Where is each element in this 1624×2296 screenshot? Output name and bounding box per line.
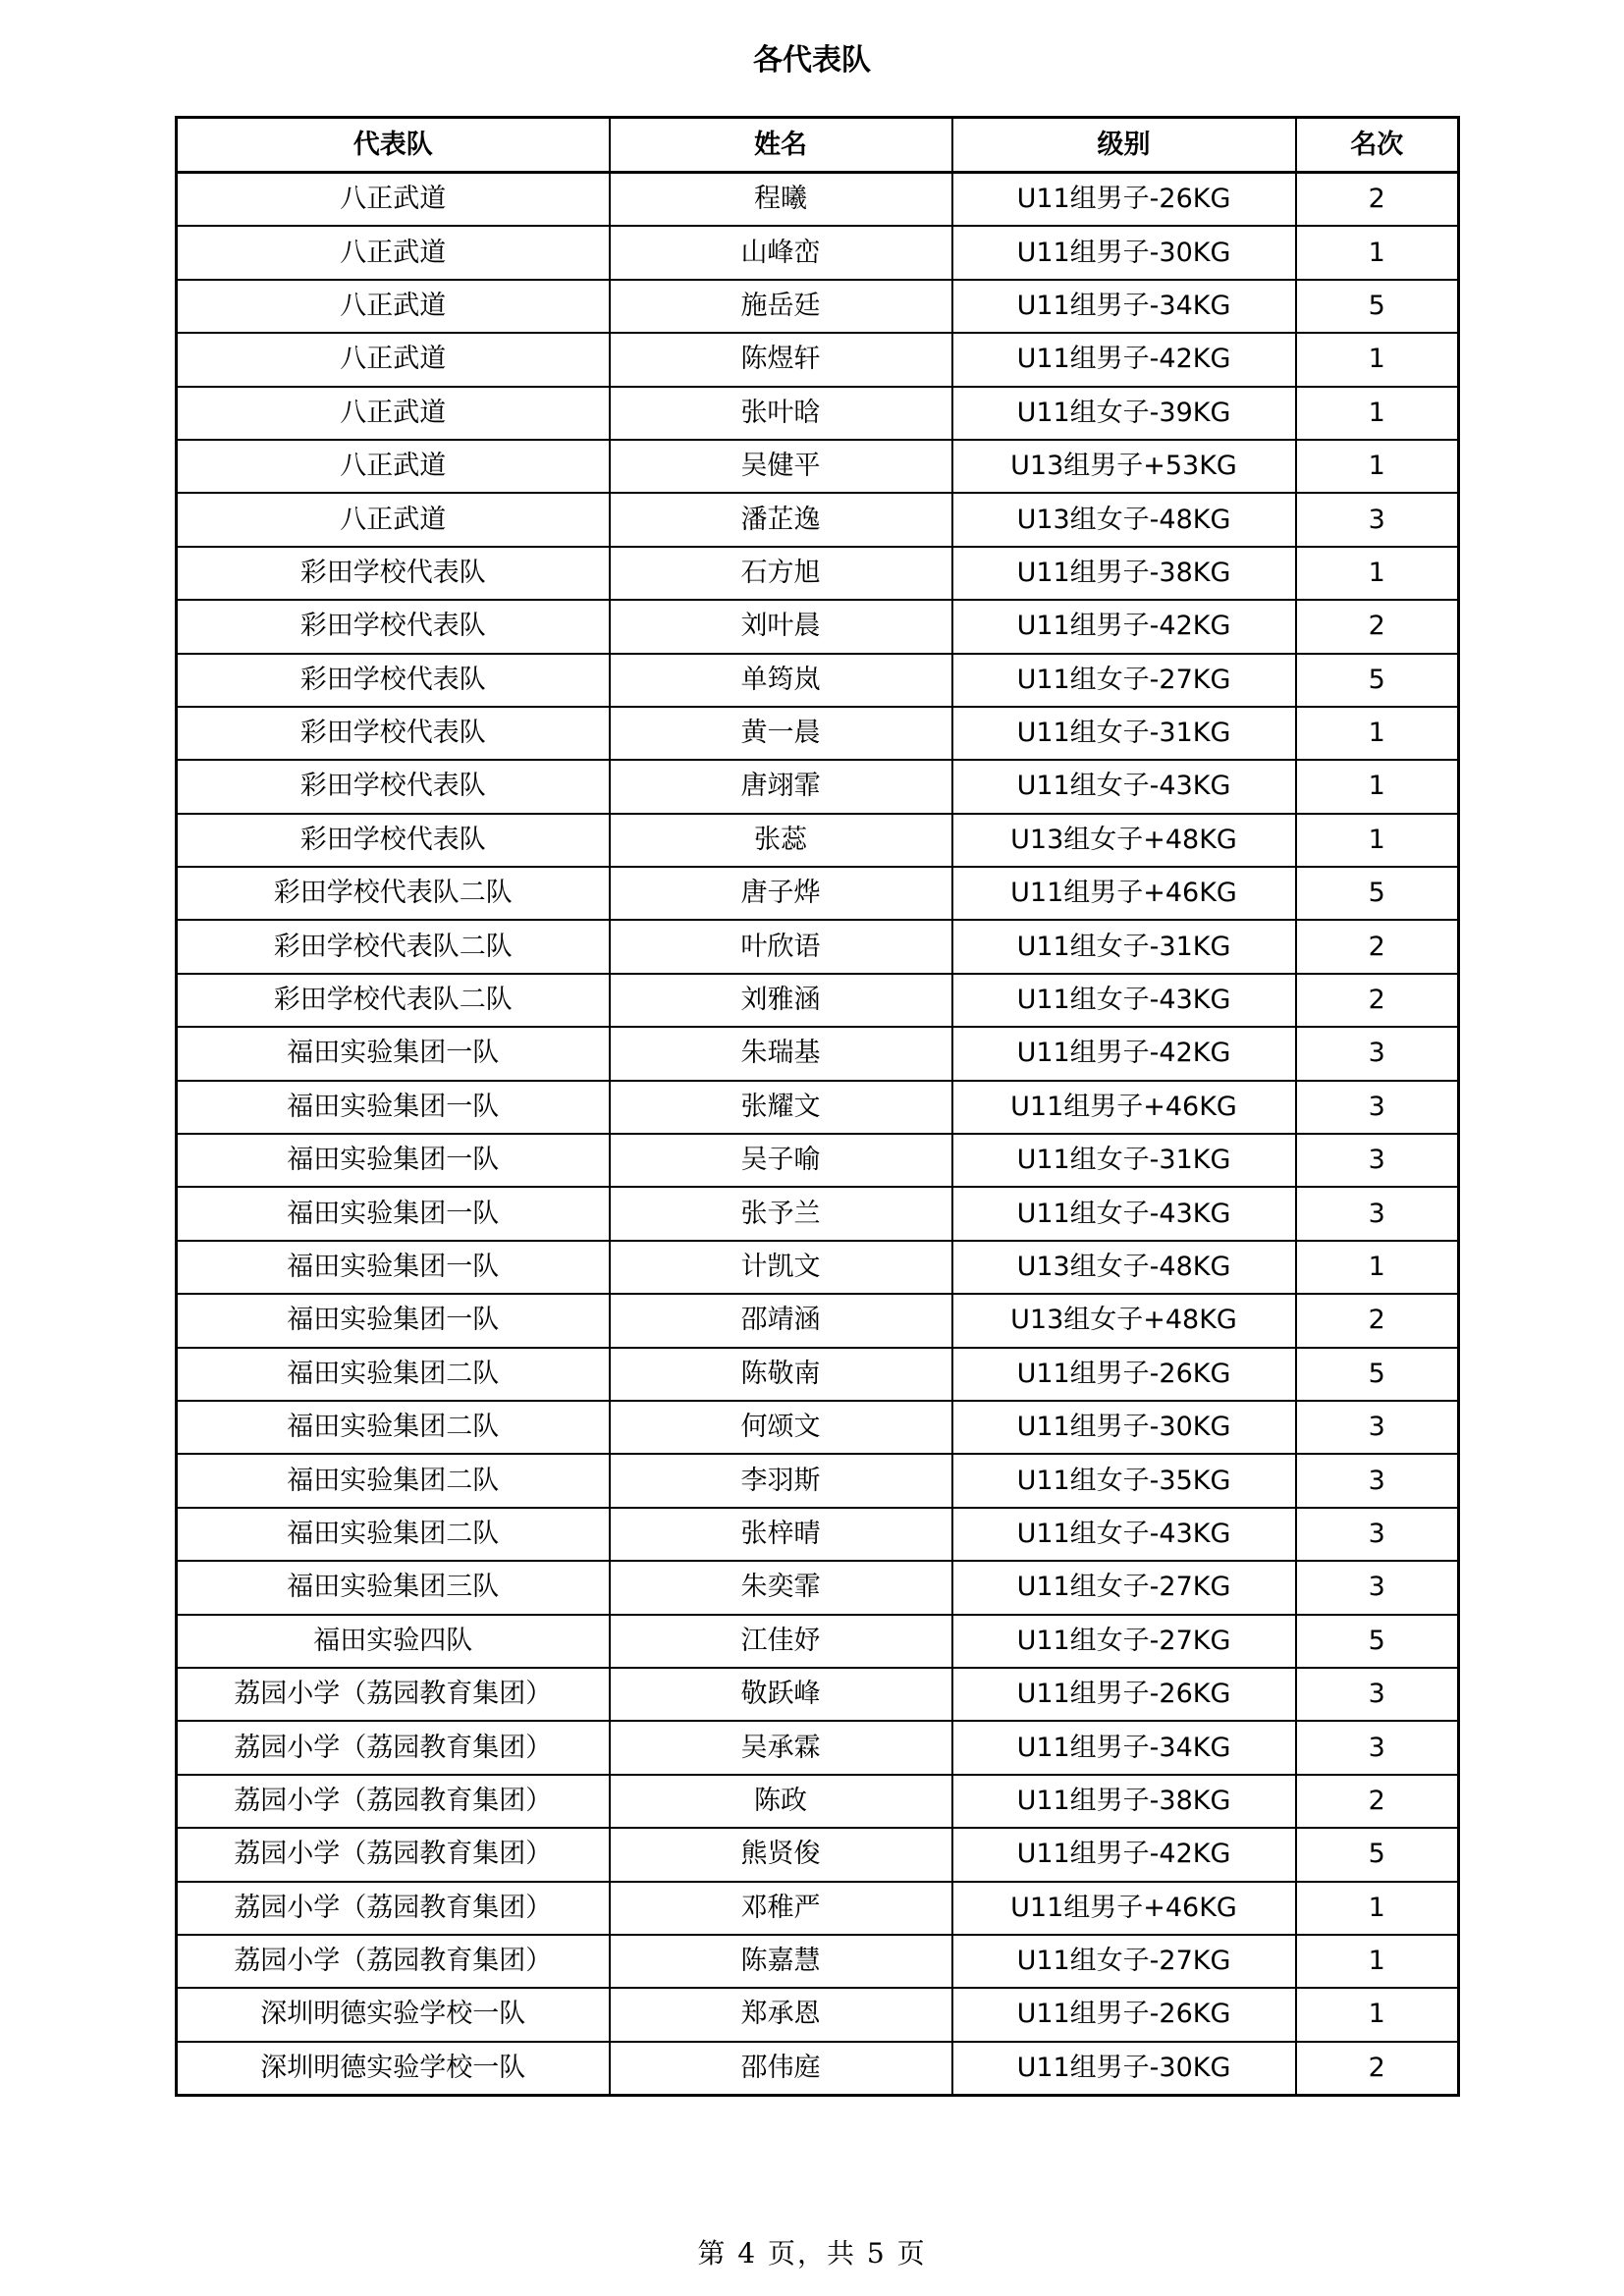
cell-level: U11组女子-27KG [952,1935,1296,1988]
table-row [177,1615,1459,1668]
table-row [177,1187,1459,1240]
cell-name: 邵伟庭 [610,2042,952,2096]
cell-rank: 5 [1296,280,1459,333]
cell-level: U11组女子-43KG [952,760,1296,813]
cell-level: U11组女子-43KG [952,1508,1296,1561]
cell-rank: 3 [1296,1561,1459,1614]
cell-level: U11组女子-31KG [952,920,1296,973]
cell-team: 福田实验集团一队 [177,1187,610,1240]
cell-level: U13组男子+53KG [952,440,1296,493]
cell-rank: 1 [1296,1935,1459,1988]
cell-level: U11组男子-30KG [952,1401,1296,1454]
table-row [177,1348,1459,1401]
cell-team: 荔园小学（荔园教育集团） [177,1775,610,1828]
cell-rank: 1 [1296,1988,1459,2041]
cell-rank: 2 [1296,974,1459,1027]
table-row [177,2042,1459,2096]
table-row [177,333,1459,386]
cell-team: 荔园小学（荔园教育集团） [177,1882,610,1935]
header-level: 级别 [952,118,1296,173]
cell-name: 唐翊霏 [610,760,952,813]
cell-name: 陈政 [610,1775,952,1828]
table-row [177,547,1459,600]
cell-name: 张耀文 [610,1081,952,1134]
cell-level: U13组女子+48KG [952,1294,1296,1347]
cell-rank: 1 [1296,387,1459,440]
cell-team: 福田实验四队 [177,1615,610,1668]
table-row [177,600,1459,653]
cell-name: 张叶晗 [610,387,952,440]
cell-level: U11组男子-26KG [952,1988,1296,2041]
table-row [177,1988,1459,2041]
cell-name: 唐子烨 [610,867,952,920]
cell-rank: 5 [1296,654,1459,707]
table-row [177,1027,1459,1080]
cell-name: 计凯文 [610,1241,952,1294]
cell-name: 江佳妤 [610,1615,952,1668]
table-row [177,974,1459,1027]
table-row [177,173,1459,227]
cell-team: 彩田学校代表队 [177,600,610,653]
cell-name: 黄一晨 [610,707,952,760]
cell-level: U11组男子-38KG [952,1775,1296,1828]
cell-name: 刘雅涵 [610,974,952,1027]
cell-level: U11组男子-38KG [952,547,1296,600]
cell-rank: 2 [1296,173,1459,227]
cell-rank: 3 [1296,1081,1459,1134]
cell-team: 福田实验集团二队 [177,1401,610,1454]
cell-team: 彩田学校代表队 [177,707,610,760]
cell-rank: 5 [1296,1615,1459,1668]
table-row [177,1561,1459,1614]
cell-team: 彩田学校代表队 [177,760,610,813]
table-row [177,1401,1459,1454]
cell-rank: 1 [1296,707,1459,760]
table-row [177,387,1459,440]
cell-rank: 3 [1296,1134,1459,1187]
cell-level: U11组女子-43KG [952,1187,1296,1240]
cell-name: 潘芷逸 [610,493,952,546]
cell-name: 张予兰 [610,1187,952,1240]
table-row [177,226,1459,279]
cell-rank: 1 [1296,226,1459,279]
cell-level: U11组女子-39KG [952,387,1296,440]
cell-team: 彩田学校代表队 [177,547,610,600]
cell-level: U11组男子-30KG [952,226,1296,279]
cell-level: U11组男子-26KG [952,1348,1296,1401]
page-footer: 第 4 页，共 5 页 [697,2237,927,2269]
table-row [177,1721,1459,1774]
cell-team: 八正武道 [177,387,610,440]
cell-team: 福田实验集团一队 [177,1081,610,1134]
cell-team: 福田实验集团二队 [177,1454,610,1507]
cell-level: U11组男子-42KG [952,333,1296,386]
cell-name: 郑承恩 [610,1988,952,2041]
cell-team: 八正武道 [177,493,610,546]
table-row [177,1935,1459,1988]
table-body [177,173,1459,2096]
cell-level: U11组男子-26KG [952,1668,1296,1721]
cell-team: 深圳明德实验学校一队 [177,1988,610,2041]
cell-level: U11组男子-34KG [952,1721,1296,1774]
cell-rank: 3 [1296,1721,1459,1774]
table-row [177,1828,1459,1881]
cell-name: 李羽斯 [610,1454,952,1507]
table-row [177,707,1459,760]
cell-team: 八正武道 [177,440,610,493]
cell-level: U11组男子+46KG [952,867,1296,920]
cell-name: 吴承霖 [610,1721,952,1774]
cell-team: 八正武道 [177,333,610,386]
cell-name: 刘叶晨 [610,600,952,653]
cell-level: U11组女子-35KG [952,1454,1296,1507]
cell-team: 荔园小学（荔园教育集团） [177,1935,610,1988]
table-row [177,1454,1459,1507]
cell-level: U13组女子-48KG [952,493,1296,546]
cell-name: 陈煜轩 [610,333,952,386]
cell-team: 福田实验集团一队 [177,1241,610,1294]
cell-rank: 1 [1296,1241,1459,1294]
page-title: 各代表队 [753,43,871,78]
cell-name: 敬跃峰 [610,1668,952,1721]
table-row [177,1508,1459,1561]
cell-team: 八正武道 [177,226,610,279]
cell-rank: 1 [1296,333,1459,386]
cell-team: 福田实验集团二队 [177,1348,610,1401]
cell-name: 陈嘉慧 [610,1935,952,1988]
cell-level: U11组男子-42KG [952,1027,1296,1080]
cell-level: U11组男子-30KG [952,2042,1296,2096]
cell-name: 山峰峦 [610,226,952,279]
cell-level: U11组男子+46KG [952,1882,1296,1935]
cell-team: 彩田学校代表队二队 [177,974,610,1027]
cell-level: U11组女子-27KG [952,1615,1296,1668]
table-row [177,1882,1459,1935]
cell-team: 荔园小学（荔园教育集团） [177,1721,610,1774]
cell-rank: 2 [1296,2042,1459,2096]
table-row [177,493,1459,546]
cell-level: U11组女子-27KG [952,1561,1296,1614]
cell-level: U11组女子-31KG [952,707,1296,760]
cell-team: 八正武道 [177,173,610,227]
cell-name: 程曦 [610,173,952,227]
cell-rank: 1 [1296,1882,1459,1935]
cell-level: U11组男子-34KG [952,280,1296,333]
cell-rank: 2 [1296,1775,1459,1828]
cell-rank: 3 [1296,1401,1459,1454]
header-row [177,118,1459,173]
header-team: 代表队 [177,118,610,173]
cell-team: 深圳明德实验学校一队 [177,2042,610,2096]
cell-team: 彩田学校代表队 [177,814,610,867]
table-row [177,1081,1459,1134]
table-row [177,1134,1459,1187]
header-name: 姓名 [610,118,952,173]
cell-team: 彩田学校代表队 [177,654,610,707]
cell-team: 彩田学校代表队二队 [177,867,610,920]
cell-name: 邓稚严 [610,1882,952,1935]
cell-team: 荔园小学（荔园教育集团） [177,1668,610,1721]
cell-rank: 3 [1296,1454,1459,1507]
cell-team: 福田实验集团三队 [177,1561,610,1614]
cell-name: 邵靖涵 [610,1294,952,1347]
cell-name: 施岳廷 [610,280,952,333]
cell-level: U13组女子+48KG [952,814,1296,867]
cell-rank: 1 [1296,814,1459,867]
table-row [177,1294,1459,1347]
cell-level: U11组男子-42KG [952,600,1296,653]
cell-rank: 2 [1296,1294,1459,1347]
cell-level: U11组女子-27KG [952,654,1296,707]
cell-rank: 1 [1296,760,1459,813]
cell-team: 福田实验集团二队 [177,1508,610,1561]
cell-name: 朱瑞基 [610,1027,952,1080]
header-rank: 名次 [1296,118,1459,173]
cell-rank: 3 [1296,1027,1459,1080]
cell-rank: 5 [1296,1828,1459,1881]
table-row [177,654,1459,707]
cell-name: 石方旭 [610,547,952,600]
cell-name: 张梓晴 [610,1508,952,1561]
cell-team: 福田实验集团一队 [177,1294,610,1347]
cell-rank: 2 [1296,600,1459,653]
table-row [177,814,1459,867]
table-row [177,760,1459,813]
cell-rank: 5 [1296,867,1459,920]
table-row [177,1775,1459,1828]
cell-rank: 2 [1296,920,1459,973]
table-row [177,867,1459,920]
cell-rank: 5 [1296,1348,1459,1401]
cell-team: 荔园小学（荔园教育集团） [177,1828,610,1881]
table-header [177,118,1459,173]
cell-rank: 1 [1296,547,1459,600]
cell-rank: 3 [1296,1508,1459,1561]
cell-level: U11组男子-42KG [952,1828,1296,1881]
cell-name: 熊贤俊 [610,1828,952,1881]
cell-name: 朱奕霏 [610,1561,952,1614]
cell-name: 陈敬南 [610,1348,952,1401]
cell-name: 吴健平 [610,440,952,493]
cell-level: U11组男子+46KG [952,1081,1296,1134]
cell-name: 叶欣语 [610,920,952,973]
cell-rank: 3 [1296,1187,1459,1240]
cell-team: 福田实验集团一队 [177,1027,610,1080]
cell-name: 单筠岚 [610,654,952,707]
table-row [177,1668,1459,1721]
table-row [177,920,1459,973]
cell-team: 八正武道 [177,280,610,333]
table-row [177,280,1459,333]
cell-rank: 1 [1296,440,1459,493]
cell-level: U11组女子-31KG [952,1134,1296,1187]
results-table [175,116,1460,2097]
cell-rank: 3 [1296,493,1459,546]
cell-level: U11组男子-26KG [952,173,1296,227]
cell-rank: 3 [1296,1668,1459,1721]
cell-team: 福田实验集团一队 [177,1134,610,1187]
cell-level: U11组女子-43KG [952,974,1296,1027]
cell-level: U13组女子-48KG [952,1241,1296,1294]
table-row [177,440,1459,493]
cell-name: 吴子喻 [610,1134,952,1187]
cell-team: 彩田学校代表队二队 [177,920,610,973]
cell-name: 何颂文 [610,1401,952,1454]
cell-name: 张蕊 [610,814,952,867]
table-row [177,1241,1459,1294]
